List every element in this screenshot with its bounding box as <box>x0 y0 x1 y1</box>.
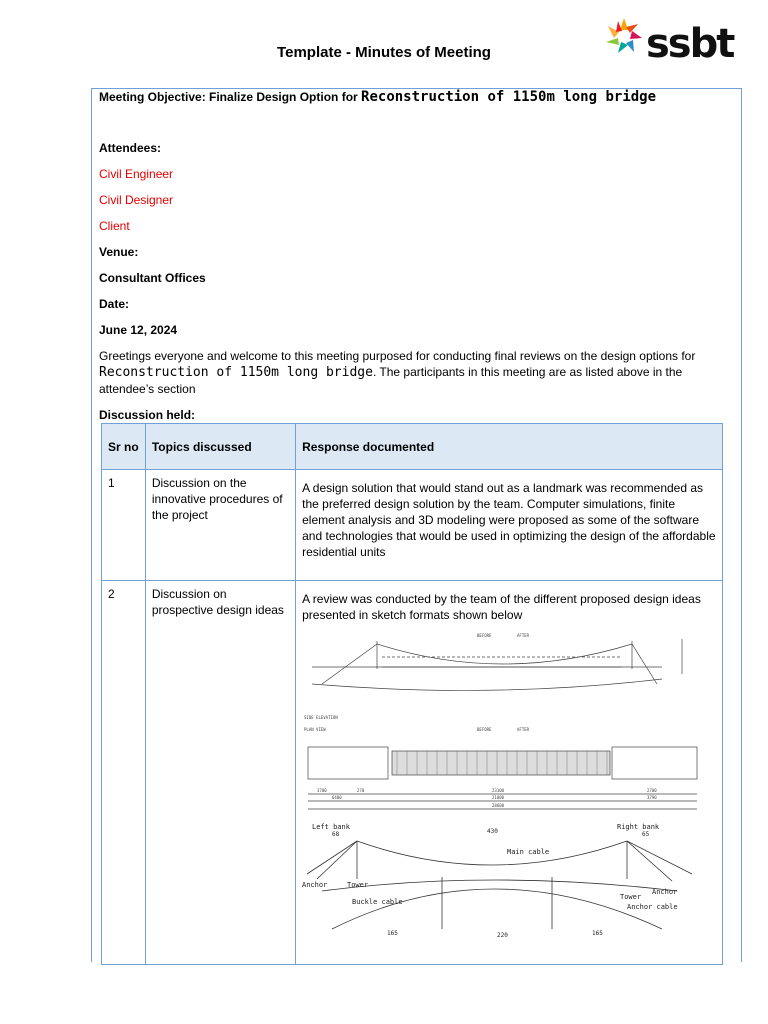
meeting-objective: Meeting Objective: Finalize Design Option for Reconstruction of 1150m long bridge <box>99 89 657 105</box>
attendees-label: Attendees: <box>99 141 162 155</box>
svg-text:BEFORE: BEFORE <box>477 727 492 732</box>
svg-text:220: 220 <box>497 932 508 939</box>
attendee-item: Client <box>99 219 130 233</box>
svg-text:65: 65 <box>642 831 650 838</box>
response-cell: A design solution that would stand out as a landmark was recommended as the preferred design solution by the team. Computer simulations, finite element analysis and 3D modeling were proposed as some of the software and technologies that would be used in optimizing the design of the affordable residential units <box>296 470 723 581</box>
side-elevation-drawing <box>304 633 682 720</box>
cable-diagram <box>302 823 692 939</box>
table-row <box>102 470 723 581</box>
svg-text:3700: 3700 <box>317 788 327 793</box>
before-label: BEFORE <box>477 633 492 638</box>
project-name: Reconstruction of 1150m long bridge <box>99 365 373 380</box>
project-name: Reconstruction of 1150m long bridge <box>361 89 657 105</box>
svg-text:Tower: Tower <box>620 893 642 901</box>
venue-value: Consultant Offices <box>99 271 206 285</box>
svg-text:23100: 23100 <box>492 788 505 793</box>
svg-text:270: 270 <box>357 788 365 793</box>
sr-cell: 2 <box>102 581 146 965</box>
logo-wordmark: ssbt <box>646 21 734 67</box>
sr-cell: 1 <box>102 470 146 581</box>
discussion-label: Discussion held: <box>99 408 196 422</box>
response-text: A review was conducted by the team of the different proposed design ideas presented in sketch formats shown below <box>302 592 701 622</box>
right-bank-label: Right bank <box>617 823 660 831</box>
svg-text:6400: 6400 <box>332 795 342 800</box>
table-header-row <box>102 424 723 470</box>
date-value: June 12, 2024 <box>99 323 178 337</box>
anchor-cable-label: Anchor cable <box>627 903 678 911</box>
table-row <box>102 581 723 965</box>
attendee-item: Civil Designer <box>99 193 174 207</box>
tower-label: Tower <box>347 881 369 889</box>
svg-text:Anchor: Anchor <box>652 888 678 896</box>
anchor-label: Anchor <box>302 881 328 889</box>
document-title: Template - Minutes of Meeting <box>277 44 491 61</box>
column-header: Response documented <box>296 424 723 470</box>
greeting-paragraph: Greetings everyone and welcome to this meeting purposed for conducting final reviews on the design options for Reconstruction of 1150m long bridge. The participants in this meeting are as listed above in the attendee’s section <box>99 349 696 396</box>
svg-text:165: 165 <box>387 930 398 937</box>
column-header: Sr no <box>102 424 146 470</box>
response-cell <box>296 581 723 965</box>
svg-text:21000: 21000 <box>492 795 505 800</box>
plan-view-label: PLAN VIEW <box>304 727 326 732</box>
plan-view-drawing <box>304 727 697 809</box>
backstay-label: Buckle cable <box>352 898 403 906</box>
svg-text:165: 165 <box>592 930 603 937</box>
svg-text:3790: 3790 <box>647 795 657 800</box>
left-bank-label: Left bank <box>312 823 351 831</box>
main-cable-label: Main cable <box>507 848 550 856</box>
date-label: Date: <box>99 297 130 311</box>
topic-cell: Discussion on prospective design ideas <box>145 581 295 965</box>
venue-label: Venue: <box>99 245 139 259</box>
svg-text:430: 430 <box>487 828 498 835</box>
star-logo-icon <box>606 18 642 53</box>
side-elevation-label: SIDE ELEVATION <box>304 715 338 720</box>
svg-text:28600: 28600 <box>492 803 505 808</box>
svg-text:68: 68 <box>332 831 340 838</box>
after-label: AFTER <box>517 633 530 638</box>
attendee-item: Civil Engineer <box>99 167 174 181</box>
column-header: Topics discussed <box>145 424 295 470</box>
topic-cell: Discussion on the innovative procedures of the project <box>145 470 295 581</box>
svg-text:AFTER: AFTER <box>517 727 530 732</box>
bridge-sketch <box>302 629 702 949</box>
discussion-table <box>101 423 723 965</box>
svg-text:2700: 2700 <box>647 788 657 793</box>
